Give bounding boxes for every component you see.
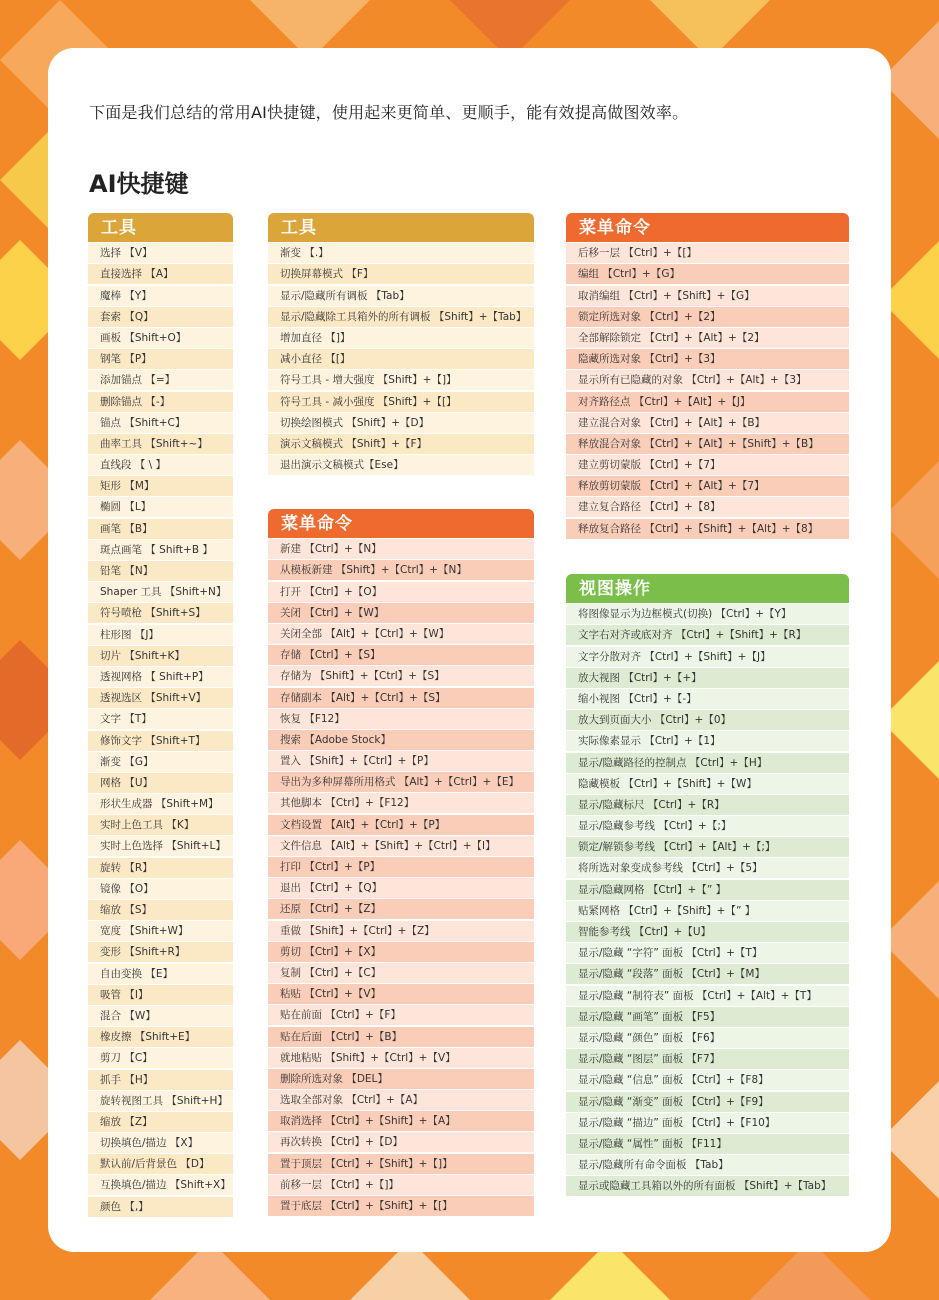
shortcut-row: 编组 【Ctrl】+【G】 [566, 264, 849, 284]
shortcut-row: 镜像 【O】 [88, 879, 233, 899]
shortcut-row: 网格 【U】 [88, 773, 233, 793]
shortcut-row: 对齐路径点 【Ctrl】+【Alt】+【J】 [566, 392, 849, 412]
shortcut-row: 切片 【Shift+K】 [88, 646, 233, 666]
shortcut-row: 矩形 【M】 [88, 476, 233, 496]
shortcut-row: 显示/隐藏所有调板 【Tab】 [268, 286, 534, 306]
shortcut-row: 将所选对象变成参考线 【Ctrl】+【5】 [566, 858, 849, 878]
shortcut-row: 将图像显示为边框模式(切换) 【Ctrl】+【Y】 [566, 604, 849, 624]
shortcut-row: 橡皮擦 【Shift+E】 [88, 1027, 233, 1047]
shortcut-row: 直接选择 【A】 [88, 264, 233, 284]
shortcut-row: 默认前/后背景色 【D】 [88, 1154, 233, 1174]
shortcut-row: 渐变 【G】 [88, 752, 233, 772]
shortcut-row: 剪刀 【C】 [88, 1048, 233, 1068]
shortcut-row: 显示/隐藏标尺 【Ctrl】+【R】 [566, 795, 849, 815]
shortcut-row: 显示所有已隐藏的对象 【Ctrl】+【Alt】+【3】 [566, 370, 849, 390]
shortcut-row: 后移一层 【Ctrl】+【[】 [566, 243, 849, 263]
shortcut-row: 贴紧网格 【Ctrl】+【Shift】+【” 】 [566, 901, 849, 921]
shortcut-row: 画板 【Shift+O】 [88, 328, 233, 348]
shortcut-row: 智能参考线 【Ctrl】+【U】 [566, 922, 849, 942]
shortcut-row: 互换填色/描边 【Shift+X】 [88, 1175, 233, 1195]
tools-panel-1-header: 工具 [88, 213, 233, 242]
shortcut-row: 恢复 【F12】 [268, 709, 534, 729]
shortcut-row: 显示/隐藏除工具箱外的所有调板 【Shift】+【Tab】 [268, 307, 534, 327]
shortcut-row: 贴在前面 【Ctrl】+【F】 [268, 1005, 534, 1025]
shortcut-row: 添加锚点 【=】 [88, 370, 233, 390]
shortcut-row: 就地粘贴 【Shift】+【Ctrl】+【V】 [268, 1048, 534, 1068]
shortcut-row: 符号工具 - 减小强度 【Shift】+【[】 [268, 392, 534, 412]
intro-text: 下面是我们总结的常用AI快捷键，使用起来更简单、更顺手，能有效提高做图效率。 [89, 103, 689, 122]
shortcut-row: 重做 【Shift】+【Ctrl】+【Z】 [268, 921, 534, 941]
shortcut-row: 取消编组 【Ctrl】+【Shift】+【G】 [566, 286, 849, 306]
shortcut-row: 减小直径 【[】 [268, 349, 534, 369]
shortcut-row: 贴在后面 【Ctrl】+【B】 [268, 1027, 534, 1047]
shortcut-row: 显示/隐藏所有命令面板 【Tab】 [566, 1155, 849, 1175]
shortcut-row: 切换绘图模式 【Shift】+【D】 [268, 413, 534, 433]
shortcut-row: 实时上色工具 【K】 [88, 815, 233, 835]
shortcut-row: 导出为多种屏幕所用格式 【Alt】+【Ctrl】+【E】 [268, 772, 534, 792]
shortcut-row: 粘贴 【Ctrl】+【V】 [268, 984, 534, 1004]
shortcut-row: 放大视图 【Ctrl】+【+】 [566, 668, 849, 688]
shortcut-row: 显示/隐藏 “属性” 面板 【F11】 [566, 1134, 849, 1154]
shortcut-row: 钢笔 【P】 [88, 349, 233, 369]
shortcut-row: 全部解除锁定 【Ctrl】+【Alt】+【2】 [566, 328, 849, 348]
shortcut-row: 演示文稿模式 【Shift】+【F】 [268, 434, 534, 454]
shortcut-row: 存储为 【Shift】+【Ctrl】+【S】 [268, 666, 534, 686]
shortcut-row: 关闭 【Ctrl】+【W】 [268, 603, 534, 623]
shortcut-row: 椭圆 【L】 [88, 497, 233, 517]
shortcut-row: 置于底层 【Ctrl】+【Shift】+【[】 [268, 1196, 534, 1216]
page-title: AI快捷键 [89, 170, 189, 198]
shortcut-row: Shaper 工具 【Shift+N】 [88, 582, 233, 602]
shortcut-row: 直线段 【 \ 】 [88, 455, 233, 475]
shortcut-row: 置于顶层 【Ctrl】+【Shift】+【]】 [268, 1154, 534, 1174]
shortcut-row: 符号喷枪 【Shift+S】 [88, 603, 233, 623]
shortcut-row: 显示/隐藏 “制符表” 面板 【Ctrl】+【Alt】+【T】 [566, 986, 849, 1006]
shortcut-row: 存储 【Ctrl】+【S】 [268, 645, 534, 665]
shortcut-row: 混合 【W】 [88, 1006, 233, 1026]
shortcut-row: 显示/隐藏 “渐变” 面板 【Ctrl】+【F9】 [566, 1092, 849, 1112]
shortcut-row: 显示/隐藏 “图层” 面板 【F7】 [566, 1049, 849, 1069]
menu-panel-1 [268, 509, 534, 1216]
shortcut-row: 显示/隐藏 “画笔” 面板 【F5】 [566, 1007, 849, 1027]
view-panel [566, 574, 849, 1196]
shortcut-row: 符号工具 - 增大强度 【Shift】+【]】 [268, 370, 534, 390]
shortcut-row: 显示/隐藏 “描边” 面板 【Ctrl】+【F10】 [566, 1113, 849, 1133]
shortcut-row: 画笔 【B】 [88, 519, 233, 539]
shortcut-row: 魔棒 【Y】 [88, 286, 233, 306]
shortcut-row: 文件信息 【Alt】+【Shift】+【Ctrl】+【I】 [268, 836, 534, 856]
tools-panel-1 [88, 213, 233, 1217]
shortcut-row: 缩放 【S】 [88, 900, 233, 920]
shortcut-row: 抓手 【H】 [88, 1070, 233, 1090]
shortcut-row: 缩小视图 【Ctrl】+【-】 [566, 689, 849, 709]
shortcut-row: 宽度 【Shift+W】 [88, 921, 233, 941]
shortcut-row: 铅笔 【N】 [88, 561, 233, 581]
shortcut-row: 显示/隐藏网格 【Ctrl】+【” 】 [566, 880, 849, 900]
shortcut-row: 剪切 【Ctrl】+【X】 [268, 942, 534, 962]
shortcut-row: 选择 【V】 [88, 243, 233, 263]
shortcut-row: 修饰文字 【Shift+T】 [88, 731, 233, 751]
shortcut-row: 还原 【Ctrl】+【Z】 [268, 899, 534, 919]
shortcut-card [48, 48, 891, 1252]
shortcut-row: 建立复合路径 【Ctrl】+【8】 [566, 497, 849, 517]
shortcut-row: 显示/隐藏路径的控制点 【Ctrl】+【H】 [566, 753, 849, 773]
shortcut-row: 锁定所选对象 【Ctrl】+【2】 [566, 307, 849, 327]
shortcut-row: 增加直径 【]】 [268, 328, 534, 348]
shortcut-row: 选取全部对象 【Ctrl】+【A】 [268, 1090, 534, 1110]
shortcut-row: 透视选区 【Shift+V】 [88, 688, 233, 708]
shortcut-row: 显示/隐藏 “信息” 面板 【Ctrl】+【F8】 [566, 1070, 849, 1090]
shortcut-row: 打开 【Ctrl】+【O】 [268, 582, 534, 602]
shortcut-row: 从模板新建 【Shift】+【Ctrl】+【N】 [268, 560, 534, 580]
shortcut-row: 文字右对齐或底对齐 【Ctrl】+【Shift】+【R】 [566, 625, 849, 645]
shortcut-row: 打印 【Ctrl】+【P】 [268, 857, 534, 877]
shortcut-row: 删除锚点 【-】 [88, 392, 233, 412]
shortcut-row: 释放剪切蒙版 【Ctrl】+【Alt】+【7】 [566, 476, 849, 496]
shortcut-row: 显示或隐藏工具箱以外的所有面板 【Shift】+【Tab】 [566, 1176, 849, 1196]
shortcut-row: 实际像素显示 【Ctrl】+【1】 [566, 731, 849, 751]
shortcut-row: 取消选择 【Ctrl】+【Shift】+【A】 [268, 1111, 534, 1131]
shortcut-row: 透视网格 【 Shift+P】 [88, 667, 233, 687]
shortcut-row: 搜索 【Adobe Stock】 [268, 730, 534, 750]
shortcut-row: 建立混合对象 【Ctrl】+【Alt】+【B】 [566, 413, 849, 433]
shortcut-row: 锚点 【Shift+C】 [88, 413, 233, 433]
shortcut-row: 显示/隐藏 “字符” 面板 【Ctrl】+【T】 [566, 943, 849, 963]
shortcut-row: 吸管 【I】 [88, 985, 233, 1005]
shortcut-row: 复制 【Ctrl】+【C】 [268, 963, 534, 983]
shortcut-row: 实时上色选择 【Shift+L】 [88, 836, 233, 856]
shortcut-row: 新建 【Ctrl】+【N】 [268, 539, 534, 559]
shortcut-row: 曲率工具 【Shift+~】 [88, 434, 233, 454]
shortcut-row: 形状生成器 【Shift+M】 [88, 794, 233, 814]
shortcut-row: 放大到页面大小 【Ctrl】+【0】 [566, 710, 849, 730]
menu-panel-2-header: 菜单命令 [566, 213, 849, 242]
shortcut-row: 显示/隐藏 “段落” 面板 【Ctrl】+【M】 [566, 964, 849, 984]
shortcut-row: 退出 【Ctrl】+【Q】 [268, 878, 534, 898]
shortcut-row: 删除所选对象 【DEL】 [268, 1069, 534, 1089]
tools-panel-2-header: 工具 [268, 213, 534, 242]
shortcut-row: 再次转换 【Ctrl】+【D】 [268, 1132, 534, 1152]
shortcut-row: 自由变换 【E】 [88, 964, 233, 984]
shortcut-row: 前移一层 【Ctrl】+【]】 [268, 1175, 534, 1195]
shortcut-row: 文字 【T】 [88, 709, 233, 729]
shortcut-row: 其他脚本 【Ctrl】+【F12】 [268, 793, 534, 813]
shortcut-row: 变形 【Shift+R】 [88, 942, 233, 962]
shortcut-row: 关闭全部 【Alt】+【Ctrl】+【W】 [268, 624, 534, 644]
shortcut-row: 文档设置 【Alt】+【Ctrl】+【P】 [268, 815, 534, 835]
shortcut-row: 退出演示文稿模式【Ese】 [268, 455, 534, 475]
shortcut-row: 建立剪切蒙版 【Ctrl】+【7】 [566, 455, 849, 475]
shortcut-row: 缩放 【Z】 [88, 1112, 233, 1132]
menu-panel-1-header: 菜单命令 [268, 509, 534, 538]
menu-panel-2 [566, 213, 849, 539]
view-panel-header: 视图操作 [566, 574, 849, 603]
shortcut-row: 套索 【Q】 [88, 307, 233, 327]
shortcut-row: 文字分散对齐 【Ctrl】+【Shift】+【J】 [566, 647, 849, 667]
shortcut-row: 切换填色/描边 【X】 [88, 1133, 233, 1153]
shortcut-row: 颜色 【,】 [88, 1197, 233, 1217]
shortcut-row: 隐藏所选对象 【Ctrl】+【3】 [566, 349, 849, 369]
shortcut-row: 旋转视图工具 【Shift+H】 [88, 1091, 233, 1111]
shortcut-row: 隐藏模板 【Ctrl】+【Shift】+【W】 [566, 774, 849, 794]
shortcut-row: 锁定/解锁参考线 【Ctrl】+【Alt】+【;】 [566, 837, 849, 857]
shortcut-row: 显示/隐藏参考线 【Ctrl】+【;】 [566, 816, 849, 836]
shortcut-row: 存储副本 【Alt】+【Ctrl】+【S】 [268, 688, 534, 708]
tools-panel-2 [268, 213, 534, 475]
shortcut-row: 柱形图 【J】 [88, 625, 233, 645]
shortcut-row: 释放复合路径 【Ctrl】+【Shift】+【Alt】+【8】 [566, 519, 849, 539]
shortcut-row: 斑点画笔 【 Shift+B 】 [88, 540, 233, 560]
shortcut-row: 显示/隐藏 “颜色” 面板 【F6】 [566, 1028, 849, 1048]
shortcut-row: 释放混合对象 【Ctrl】+【Alt】+【Shift】+【B】 [566, 434, 849, 454]
shortcut-row: 切换屏幕模式 【F】 [268, 264, 534, 284]
shortcut-row: 旋转 【R】 [88, 858, 233, 878]
shortcut-row: 渐变 【.】 [268, 243, 534, 263]
shortcut-row: 置入 【Shift】+【Ctrl】+【P】 [268, 751, 534, 771]
